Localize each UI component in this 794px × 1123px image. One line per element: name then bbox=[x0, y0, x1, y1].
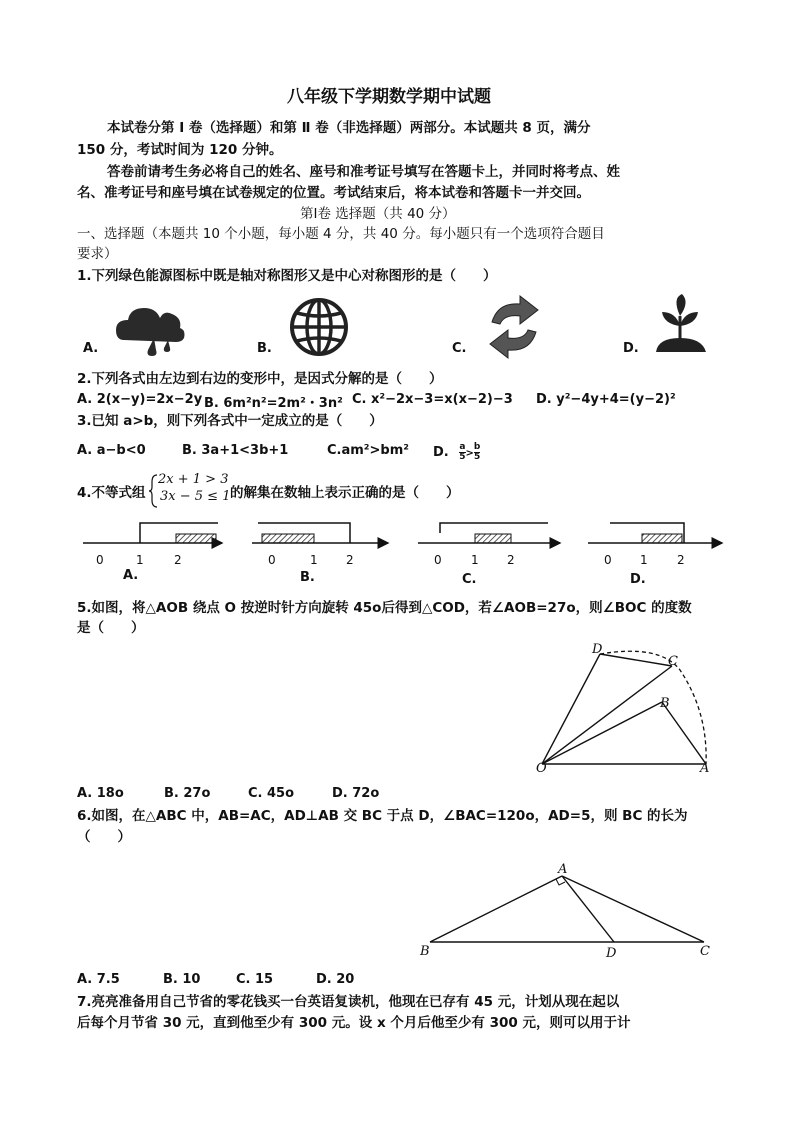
q4-c-tick-2: 2 bbox=[507, 553, 515, 567]
q3-option-d-label: D. bbox=[433, 445, 449, 460]
intro-line-3: 答卷前请考生务必将自己的姓名、座号和准考证号填写在答题卡上，并同时将考点、姓 bbox=[107, 164, 620, 180]
q3-option-c: C.am²>bm² bbox=[327, 443, 409, 458]
intro-line-2: 150 分，考试时间为 120 分钟。 bbox=[77, 142, 283, 158]
q3-option-a: A. a−b<0 bbox=[77, 443, 146, 458]
intro-line-1: 本试卷分第 Ⅰ 卷（选择题）和第 Ⅱ 卷（非选择题）两部分。本试题共 8 页，满分 bbox=[107, 120, 591, 136]
q7-stem-line-2: 后每个月节省 30 元，直到他至少有 300 元。设 x 个月后他至少有 300 元，则可以用于计 bbox=[77, 1015, 631, 1031]
q4-stem-pre: 4.不等式组 bbox=[77, 485, 146, 501]
q6-option-b: B. 10 bbox=[163, 972, 201, 987]
q3-fraction-a: $\frac{a}{5}$ bbox=[459, 442, 466, 462]
q1-option-b-label: B. bbox=[257, 341, 272, 356]
recycle-arrows-icon bbox=[478, 296, 550, 358]
q6-figure bbox=[420, 862, 720, 952]
q3-stem: 3.已知 a>b，则下列各式中一定成立的是（ ） bbox=[77, 413, 383, 429]
q4-option-a: A. bbox=[123, 568, 139, 583]
q5-label-b: B bbox=[660, 696, 670, 711]
page-title: 八年级下学期数学期中试题 bbox=[287, 87, 491, 107]
q2-option-c: C. x²−2x−3=x(x−2)−3 bbox=[352, 392, 513, 407]
q5-label-a: A bbox=[700, 761, 710, 776]
q7-stem-line-1: 7.亮亮准备用自己节省的零花钱买一台英语复读机，他现在已存有 45 元，计划从现在起以 bbox=[77, 994, 620, 1010]
q5-option-c: C. 45o bbox=[248, 786, 295, 801]
q3-option-d bbox=[433, 443, 480, 462]
q4-inequality-2: 3x − 5 ≤ 1 bbox=[160, 489, 231, 504]
q4-a-tick-2: 2 bbox=[174, 553, 182, 567]
q5-option-d: D. 72o bbox=[332, 786, 380, 801]
q3-option-b: B. 3a+1<3b+1 bbox=[182, 443, 289, 458]
q4-brace bbox=[148, 474, 158, 508]
section1-line-1: 一、选择题（本题共 10 个小题，每小题 4 分，共 40 分。每小题只有一个选项符合题目 bbox=[77, 226, 605, 242]
q4-inequality-1: 2x + 1 > 3 bbox=[158, 472, 229, 487]
q5-stem-line-2: 是（ ） bbox=[77, 620, 145, 636]
q1-stem: 1.下列绿色能源图标中既是轴对称图形又是中心对称图形的是（ ） bbox=[77, 268, 497, 284]
q4-option-c: C. bbox=[462, 572, 477, 587]
q4-a-tick-1: 1 bbox=[136, 553, 144, 567]
q1-option-a-label: A. bbox=[83, 341, 99, 356]
q2-stem: 2.下列各式由左边到右边的变形中，是因式分解的是（ ） bbox=[77, 371, 443, 387]
q4-stem-post: 的解集在数轴上表示正确的是（ ） bbox=[230, 485, 460, 501]
q4-c-tick-1: 1 bbox=[471, 553, 479, 567]
q5-option-a: A. 18o bbox=[77, 786, 124, 801]
q5-label-d: D bbox=[592, 642, 603, 657]
q2-option-d: D. y²−4y+4=(y−2)² bbox=[536, 392, 676, 407]
q6-label-c: C bbox=[700, 944, 710, 959]
q4-option-d: D. bbox=[630, 572, 646, 587]
section1-line-2: 要求） bbox=[77, 246, 118, 262]
q4-d-tick-1: 1 bbox=[640, 553, 648, 567]
q6-label-a: A bbox=[558, 862, 568, 877]
q6-label-b: B bbox=[420, 944, 430, 959]
q4-a-tick-0: 0 bbox=[96, 553, 104, 567]
q4-numberline-a bbox=[83, 523, 222, 543]
q6-option-c: C. 15 bbox=[236, 972, 274, 987]
q2-option-b: B. 6m²n²=2m²・3n² bbox=[204, 396, 343, 411]
q4-numberline-c bbox=[418, 523, 560, 543]
q4-b-tick-1: 1 bbox=[310, 553, 318, 567]
q4-b-tick-0: 0 bbox=[268, 553, 276, 567]
q4-numberline-b bbox=[252, 523, 388, 543]
q4-d-tick-2: 2 bbox=[677, 553, 685, 567]
q4-option-b: B. bbox=[300, 570, 315, 585]
q4-number-lines bbox=[0, 510, 794, 590]
q1-option-c-label: C. bbox=[452, 341, 467, 356]
q3-greater-sign: > bbox=[465, 448, 474, 459]
q1-option-d-label: D. bbox=[623, 341, 639, 356]
q6-option-a: A. 7.5 bbox=[77, 972, 120, 987]
q3-fraction-b: $\frac{b}{5}$ bbox=[473, 442, 481, 462]
q4-b-tick-2: 2 bbox=[346, 553, 354, 567]
q5-stem-line-1: 5.如图，将△AOB 绕点 O 按逆时针方向旋转 45o后得到△COD，若∠AOB=27o，则∠BOC 的度数 bbox=[77, 600, 692, 616]
q6-option-d: D. 20 bbox=[316, 972, 355, 987]
q6-stem-line-1: 6.如图，在△ABC 中，AB=AC，AD⊥AB 交 BC 于点 D，∠BAC=120o，AD=5，则 BC 的长为 bbox=[77, 808, 688, 824]
q4-c-tick-0: 0 bbox=[434, 553, 442, 567]
q4-d-tick-0: 0 bbox=[604, 553, 612, 567]
q2-option-a: A. 2(x−y)=2x−2y bbox=[77, 392, 203, 407]
intro-line-4: 名、准考证号和座号填在试卷规定的位置。考试结束后，将本试卷和答题卡一并交回。 bbox=[77, 185, 590, 201]
q5-option-b: B. 27o bbox=[164, 786, 211, 801]
q5-label-c: C bbox=[668, 654, 678, 669]
sprout-icon bbox=[654, 294, 710, 354]
globe-icon bbox=[288, 296, 350, 358]
q6-stem-line-2: （ ） bbox=[77, 829, 131, 845]
part1-header: 第Ⅰ卷 选择题（共 40 分） bbox=[300, 206, 456, 222]
cloud-rain-icon bbox=[110, 300, 190, 356]
q5-label-o: O bbox=[536, 761, 547, 776]
q6-label-d: D bbox=[606, 946, 617, 961]
q4-numberline-d bbox=[588, 523, 722, 543]
